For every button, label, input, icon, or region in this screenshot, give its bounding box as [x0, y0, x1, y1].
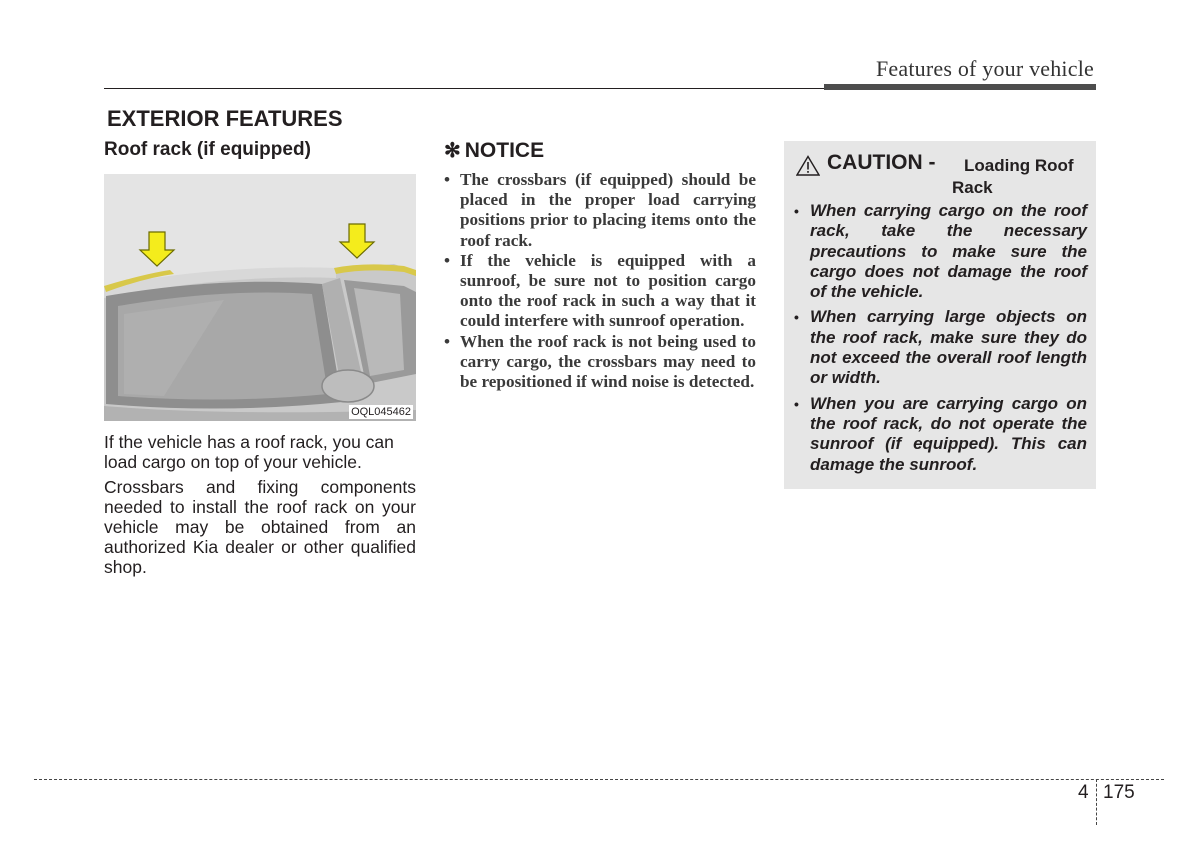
body-paragraph: Crossbars and fixing components needed to install the roof rack on your vehicle may be obtained from an authorized Kia dealer or other qualified shop. — [104, 477, 416, 577]
caution-item: • When carrying large objects on the roof rack, make sure they do not exceed the overall roof length or width. — [794, 307, 1087, 388]
section-title: EXTERIOR FEATURES — [107, 106, 343, 131]
figure-code: OQL045462 — [351, 406, 411, 418]
caution-list — [793, 201, 1087, 480]
notice-box — [444, 138, 756, 392]
caution-topic-continued: Rack — [952, 178, 993, 197]
chapter-title: Features of your vehicle — [875, 56, 1094, 81]
car-roof-drawing — [104, 174, 416, 421]
notice-title: NOTICE — [464, 138, 545, 162]
star-icon: ✻ — [444, 140, 461, 162]
header-rule-accent — [824, 84, 1096, 90]
page-number: 175 — [1103, 782, 1135, 803]
caution-label: CAUTION - — [827, 151, 936, 174]
notice-item: • The crossbars (if equipped) should be placed in the proper load carrying positions prior to placing items onto the roof rack. — [444, 170, 756, 250]
header-rule — [104, 88, 824, 89]
caution-topic: Loading Roof — [964, 156, 1074, 175]
footer-divider — [1096, 779, 1097, 825]
notice-item: • If the vehicle is equipped with a sunroof, be sure not to position cargo onto the roof rack in such a way that it could interfere with sunroof operation. — [444, 250, 756, 331]
notice-item: • When the roof rack is not being used to carry cargo, the crossbars may need to be repositioned if wind noise is detected. — [444, 331, 756, 392]
footer-rule — [34, 779, 1164, 780]
body-paragraph: If the vehicle has a roof rack, you can load cargo on top of your vehicle. — [104, 432, 394, 472]
subsection-title: Roof rack (if equipped) — [104, 139, 311, 160]
roof-rack-illustration — [104, 174, 416, 421]
chapter-number: 4 — [1078, 782, 1089, 803]
caution-item: • When you are carrying cargo on the roof rack, do not operate the sunroof (if equipped). This can damage the sunroof. — [794, 393, 1087, 474]
notice-heading — [444, 138, 756, 163]
caution-item: • When carrying cargo on the roof rack, take the necessary precautions to make sure the cargo does not damage the roof of the vehicle. — [794, 201, 1087, 302]
notice-list — [444, 170, 756, 392]
caution-box — [784, 141, 1096, 489]
warning-triangle-icon — [796, 155, 820, 176]
